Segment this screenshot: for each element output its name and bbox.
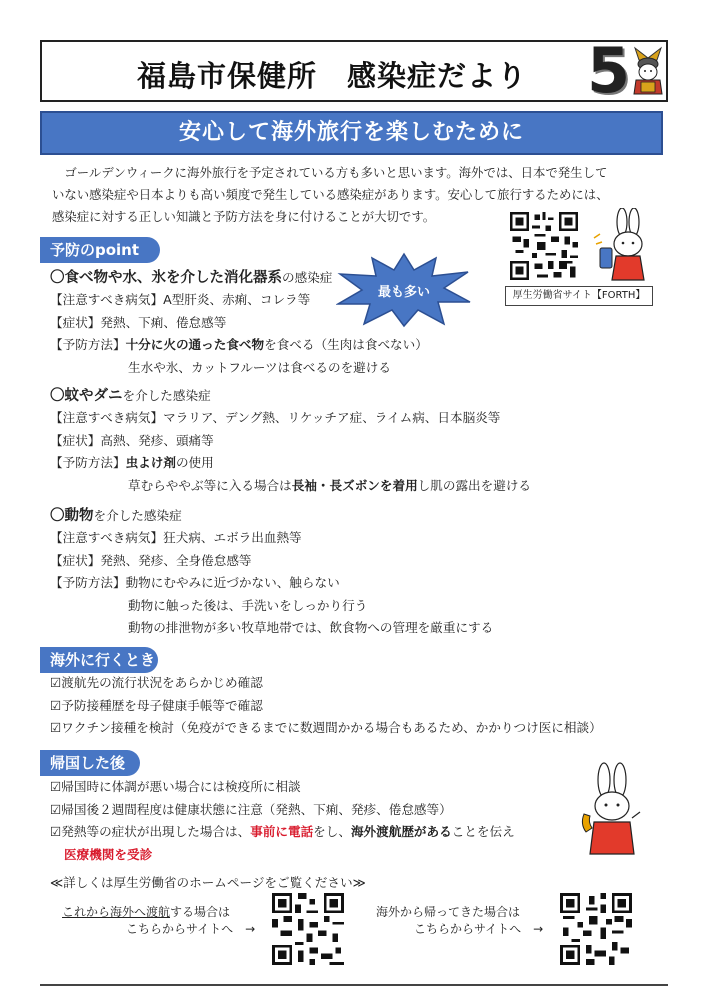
animal-infection-block [50,505,493,640]
prevention-point-tag: 予防のpoint [40,237,160,263]
title-box [40,34,668,107]
bottom-rule [40,984,668,986]
food-infection-block [50,267,431,379]
animal-method-row: 【予防方法】動物にむやみに近づかない、触らない [50,575,340,590]
insect-infection-block [50,385,531,497]
food-symptom-row: 【症状】発熱、下痢、倦怠感等 [50,314,227,330]
issue-number: 5 [587,34,631,107]
checklist-item: ☑予防接種歴を母子健康手帳等で確認 [50,697,263,713]
article-banner: 安心して海外旅行を楽しむために [40,111,663,155]
insect-method-row-2: 草むらややぶ等に入る場合は長袖・長ズボンを着用し肌の露出を避ける [128,477,531,493]
forth-site-label: 厚生労働省サイト【FORTH】 [505,286,653,306]
footer-note: ≪詳しくは厚生労働省のホームページをご覧ください≫ [50,875,366,890]
rabbit-smartphone-mascot-icon [592,208,658,284]
insect-heading: 〇蚊やダニを介した感染症 [50,388,211,404]
insect-method-row: 【予防方法】虫よけ剤の使用 [50,455,214,470]
returning-travel-link[interactable]: 海外から帰ってきた場合は こちらからサイトへ → [376,905,544,936]
before-travel-list [50,672,602,740]
animal-method-row-3: 動物の排泄物が多い牧草地帯では、飲食物への管理を厳重にする [128,620,494,635]
checklist-item: ☑発熱等の症状が出現した場合は、事前に電話をし、海外渡航歴があることを伝え [50,824,515,839]
burst-label: 最も多い [377,285,431,300]
food-heading: 〇食べ物や水、氷を介した消化器系の感染症 [50,270,333,286]
outbound-travel-link[interactable]: これから海外へ渡航する場合は こちらからサイトへ → [62,905,256,936]
intro-line: ゴールデンウィークに海外旅行を予定されている方も多いと思います。海外では、日本で発生して [52,165,608,180]
animal-symptom-row: 【症状】発熱、発疹、全身倦怠感等 [50,552,252,568]
food-disease-row: 【注意すべき病気】A型肝炎、赤痢、コレラ等 [50,292,311,307]
checklist-item-continuation: 医療機関を受診 [64,846,153,862]
checklist-item: ☑帰国後２週間程度は健康状態に注意（発熱、下痢、発疹、倦怠感等） [50,801,452,817]
animal-heading: 〇動物を介した感染症 [50,508,182,524]
after-return-list [50,776,515,866]
food-method-row-2: 生水や氷、カットフルーツは食べるのを避ける [128,359,391,375]
checklist-item: ☑ワクチン接種を検討（免疫ができるまでに数週間かかる場合もあるため、かかりつけ医に相談） [50,720,602,735]
returning-travel-qr-code-icon[interactable] [560,893,632,965]
checklist-item: ☑帰国時に体調が悪い場合には検疫所に相談 [50,779,301,794]
insect-disease-row: 【注意すべき病気】マラリア、デング熱、リケッチア症、ライム病、日本脳炎等 [50,410,501,425]
after-return-tag: 帰国した後 [40,750,140,776]
before-travel-tag: 海外に行くとき [40,647,158,673]
forth-qr-code-icon[interactable] [510,212,578,280]
rabbit-phone-call-mascot-icon [576,762,646,858]
page-title: 福島市保健所 感染症だより [137,59,528,93]
insect-symptom-row: 【症状】高熱、発疹、頭痛等 [50,432,214,448]
checklist-item: ☑渡航先の流行状況をあらかじめ確認 [50,675,263,690]
animal-method-row-2: 動物に触った後は、手洗いをしっかり行う [128,597,368,613]
samurai-rabbit-mascot-icon [627,44,669,98]
intro-line: いない感染症や日本よりも高い頻度で発生している感染症があります。安心して旅行するためには、 [52,187,609,202]
animal-disease-row: 【注意すべき病気】狂犬病、エボラ出血熱等 [50,530,302,545]
food-method-row: 【予防方法】十分に火の通った食べ物を食べる（生肉は食べない） [50,337,428,352]
intro-line: 感染症に対する正しい知識と予防方法を身に付けることが大切です。 [52,209,436,224]
outbound-travel-qr-code-icon[interactable] [272,893,344,965]
